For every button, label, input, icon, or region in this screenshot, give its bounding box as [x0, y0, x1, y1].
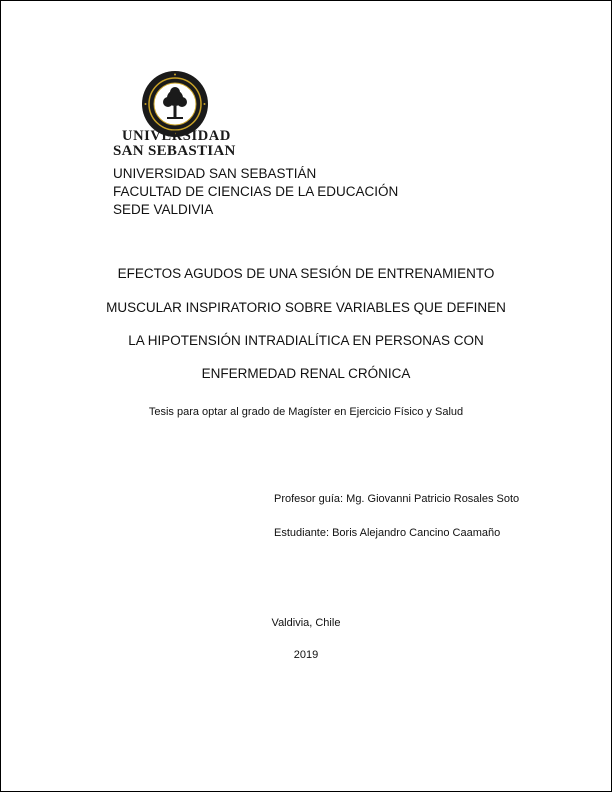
faculty-name: FACULTAD DE CIENCIAS DE LA EDUCACIÓN [113, 184, 399, 199]
degree-statement: Tesis para optar al grado de Magíster en Ejercicio Físico y Salud [148, 406, 464, 418]
thesis-title-line1: EFECTOS AGUDOS DE UNA SESIÓN DE ENTRENAMIENTO [117, 266, 495, 281]
advisor-line: Profesor guía: Mg. Giovanni Patricio Rosales Soto [274, 493, 520, 505]
campus-name: SEDE VALDIVIA [113, 202, 214, 217]
student-line: Estudiante: Boris Alejandro Cancino Caamaño [274, 527, 501, 539]
logo-text-line1: UNIVERSIDAD [122, 128, 231, 144]
thesis-title-line3: LA HIPOTENSIÓN INTRADIALÍTICA EN PERSONAS CON [128, 333, 484, 348]
thesis-title-line2: MUSCULAR INSPIRATORIO SOBRE VARIABLES QUE DEFINEN [106, 300, 506, 315]
place-line: Valdivia, Chile [271, 617, 341, 629]
logo-text-line2: SAN SEBASTIAN [113, 143, 236, 159]
thesis-title-line4: ENFERMEDAD RENAL CRÓNICA [201, 366, 411, 381]
year-line: 2019 [293, 649, 319, 661]
university-name: UNIVERSIDAD SAN SEBASTIÁN [113, 166, 317, 181]
